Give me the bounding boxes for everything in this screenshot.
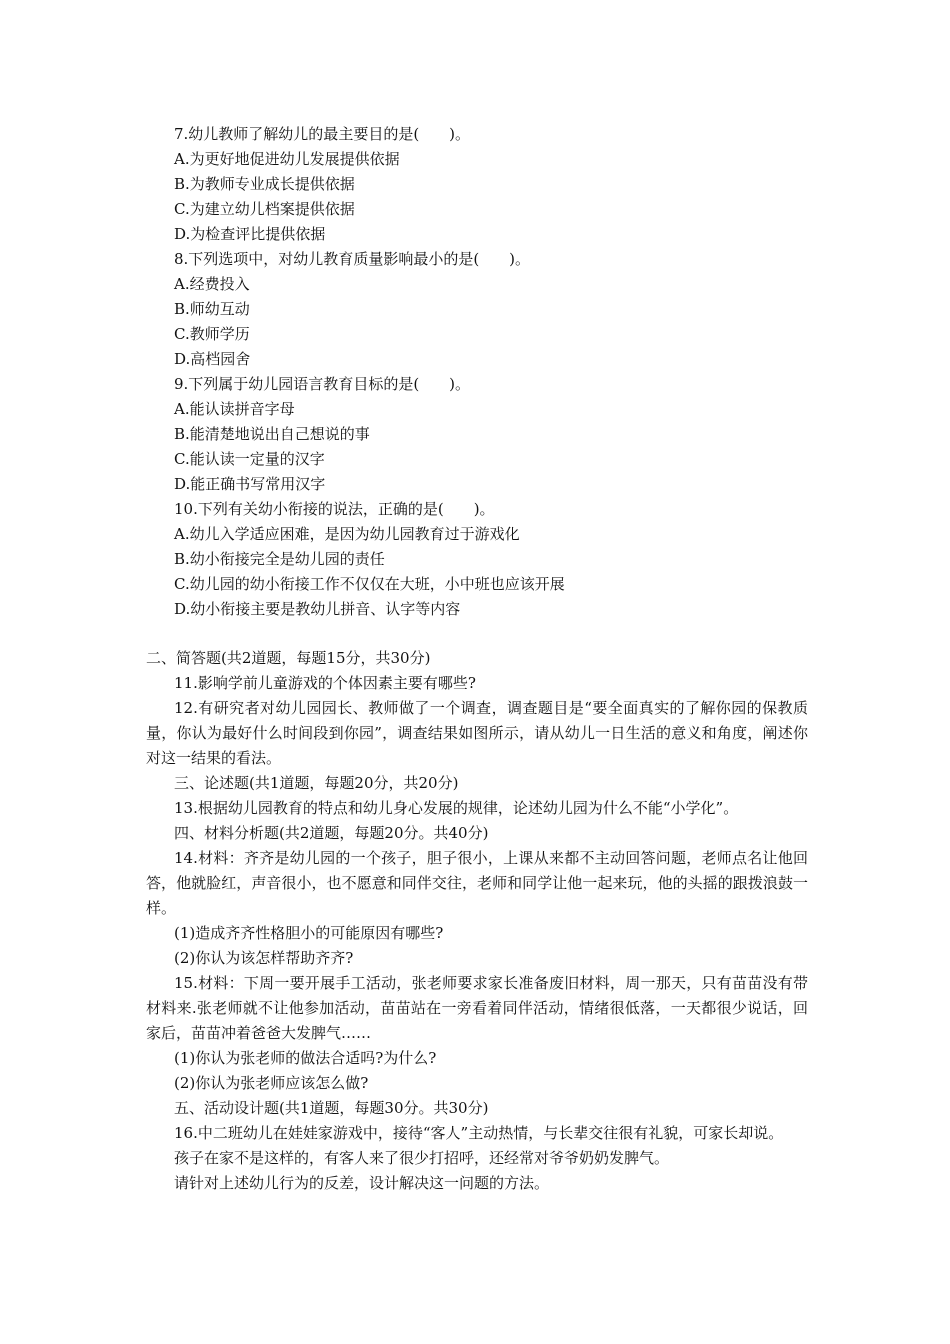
option-8a: A.经费投入 (174, 275, 250, 293)
question-11: 11.影响学前儿童游戏的个体因素主要有哪些? (174, 674, 476, 692)
option-8c: C.教师学历 (174, 325, 250, 343)
option-10c: C.幼儿园的幼小衔接工作不仅仅在大班，小中班也应该开展 (174, 575, 565, 593)
question-14-part-2: (2)你认为该怎样帮助齐齐? (174, 949, 354, 967)
option-10a: A.幼儿入学适应困难，是因为幼儿园教育过于游戏化 (174, 525, 520, 543)
question-12: 12.有研究者对幼儿园园长、教师做了一个调查，调查题目是“要全面真实的了解你园的保教质量，你认为最好什么时间段到你园”，调查结果如图所示，请从幼儿一日生活的意义和角度，阐述你对这一结果的看法。 (146, 699, 808, 767)
section-3-title: 三、论述题(共1道题，每题20分，共20分) (174, 774, 459, 792)
question-15: 15.材料：下周一要开展手工活动，张老师要求家长准备废旧材料，周一那天，只有苗苗没有带材料来.张老师就不让他参加活动，苗苗站在一旁看着同伴活动，情绪很低落，一天都很少说话，回家后，苗苗冲着爸爸大发脾气…… (146, 974, 808, 1042)
option-10b: B.幼小衔接完全是幼儿园的责任 (174, 550, 385, 568)
section-5-title: 五、活动设计题(共1道题，每题30分。共30分) (174, 1099, 489, 1117)
option-9b: B.能清楚地说出自己想说的事 (174, 425, 370, 443)
section-2-title: 二、简答题(共2道题，每题15分，共30分) (146, 649, 431, 667)
option-9d: D.能正确书写常用汉字 (174, 475, 326, 493)
option-7c: C.为建立幼儿档案提供依据 (174, 200, 355, 218)
question-16: 16.中二班幼儿在娃娃家游戏中，接待“客人”主动热情，与长辈交往很有礼貌，可家长却说。 (174, 1124, 784, 1142)
option-9a: A.能认读拼音字母 (174, 400, 295, 418)
option-9c: C.能认读一定量的汉字 (174, 450, 325, 468)
question-9: 9.下列属于幼儿园语言教育目标的是( )。 (174, 375, 471, 393)
question-15-part-2: (2)你认为张老师应该怎么做? (174, 1074, 369, 1092)
section-4-title: 四、材料分析题(共2道题，每题20分。共40分) (174, 824, 489, 842)
option-7b: B.为教师专业成长提供依据 (174, 175, 355, 193)
question-16-task: 请针对上述幼儿行为的反差，设计解决这一问题的方法。 (174, 1174, 550, 1192)
exam-content (146, 122, 808, 1196)
option-10d: D.幼小衔接主要是教幼儿拼音、认字等内容 (174, 600, 461, 618)
question-14: 14.材料：齐齐是幼儿园的一个孩子，胆子很小，上课从来都不主动回答问题，老师点名让他回答，他就脸红，声音很小，也不愿意和同伴交往，老师和同学让他一起来玩，他的头摇的跟拨浪鼓一样。 (146, 849, 808, 917)
option-8d: D.高档园舍 (174, 350, 251, 368)
question-8: 8.下列选项中，对幼儿教育质量影响最小的是( )。 (174, 250, 531, 268)
question-16-detail: 孩子在家不是这样的，有客人来了很少打招呼，还经常对爷爷奶奶发脾气。 (174, 1149, 670, 1167)
question-10: 10.下列有关幼小衔接的说法，正确的是( )。 (174, 500, 495, 518)
section-gap (146, 622, 808, 646)
option-8b: B.师幼互动 (174, 300, 250, 318)
question-13: 13.根据幼儿园教育的特点和幼儿身心发展的规律，论述幼儿园为什么不能“小学化”。 (174, 799, 739, 817)
option-7d: D.为检查评比提供依据 (174, 225, 326, 243)
option-7a: A.为更好地促进幼儿发展提供依据 (174, 150, 400, 168)
question-14-part-1: (1)造成齐齐性格胆小的可能原因有哪些? (174, 924, 444, 942)
question-7: 7.幼儿教师了解幼儿的最主要目的是( )。 (174, 125, 471, 143)
question-15-part-1: (1)你认为张老师的做法合适吗?为什么? (174, 1049, 437, 1067)
